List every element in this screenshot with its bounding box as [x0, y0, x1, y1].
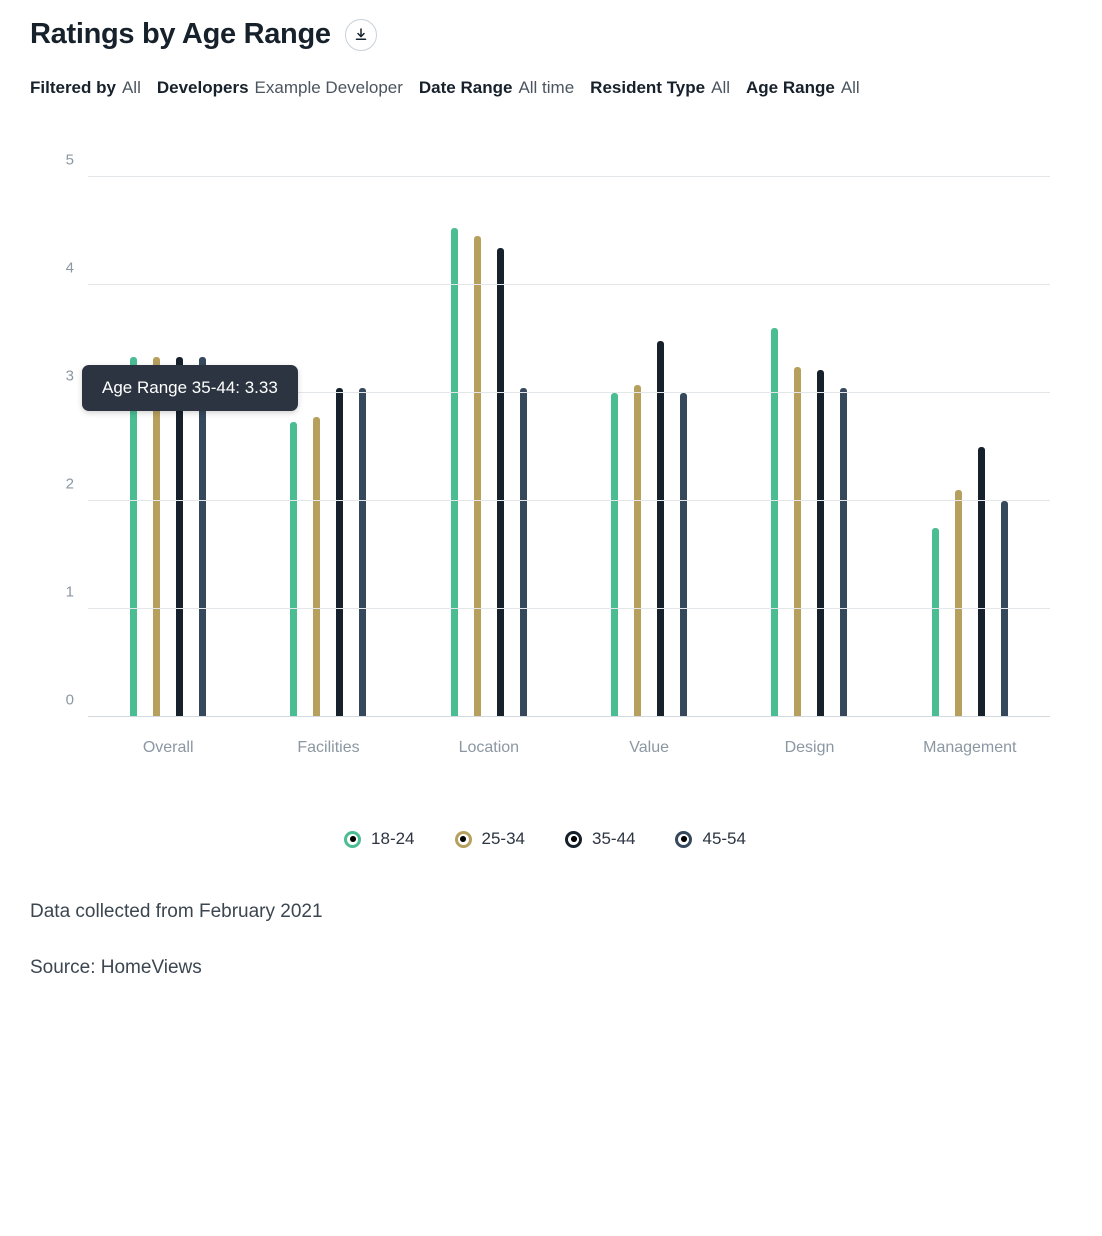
- chart-container: [0, 151, 1102, 849]
- x-axis-label: Management: [923, 739, 1017, 756]
- chart-tooltip: Age Range 35-44: 3.33: [82, 365, 298, 411]
- bar-group: [409, 177, 569, 756]
- bar[interactable]: [359, 388, 366, 717]
- data-collected-note: Data collected from February 2021: [30, 901, 323, 922]
- source-note: Source: HomeViews: [30, 957, 202, 978]
- bar-group: [248, 177, 408, 756]
- bar[interactable]: [153, 357, 160, 717]
- legend-marker-icon: [675, 831, 692, 848]
- legend-marker-center: [681, 836, 687, 842]
- filter-value: All: [121, 78, 141, 97]
- legend-marker-center: [350, 836, 356, 842]
- filter-resident-type: [590, 78, 730, 97]
- bar-groups: [88, 177, 1050, 756]
- bar[interactable]: [497, 248, 504, 717]
- legend-item-35-44[interactable]: [565, 829, 635, 849]
- bar-group: [729, 177, 889, 756]
- chart-legend: [30, 829, 1060, 849]
- download-icon[interactable]: [345, 19, 377, 51]
- bar-group: [890, 177, 1050, 756]
- bar[interactable]: [634, 385, 641, 717]
- legend-label: 25-34: [481, 829, 525, 848]
- page-title: Ratings by Age Range: [30, 18, 331, 50]
- bar-group: [569, 177, 729, 756]
- legend-item-25-34[interactable]: [455, 829, 525, 849]
- bar[interactable]: [451, 228, 458, 717]
- bar[interactable]: [313, 417, 320, 717]
- filter-label: Filtered by: [30, 78, 116, 97]
- x-axis-label: Overall: [142, 739, 194, 756]
- bar[interactable]: [932, 528, 939, 717]
- title-row: [30, 18, 1072, 51]
- bar[interactable]: [1001, 501, 1008, 717]
- gridline: [65, 691, 1050, 717]
- bar[interactable]: [130, 357, 137, 717]
- filter-label: Age Range: [746, 78, 835, 97]
- filter-value: All: [840, 78, 860, 97]
- legend-marker-icon: [565, 831, 582, 848]
- chart-footer: [0, 901, 1102, 979]
- bar[interactable]: [657, 341, 664, 717]
- filter-filtered-by: [30, 78, 141, 97]
- bar[interactable]: [176, 357, 183, 717]
- filter-label: Resident Type: [590, 78, 706, 97]
- y-axis-tick: 0: [65, 691, 74, 709]
- bar[interactable]: [336, 388, 343, 717]
- bar-group: [88, 177, 248, 756]
- gridline: [65, 259, 1050, 285]
- y-axis-tick: 3: [65, 367, 74, 385]
- x-axis-label: Location: [458, 739, 520, 756]
- legend-item-18-24[interactable]: [344, 829, 414, 849]
- bar[interactable]: [840, 388, 847, 717]
- bar[interactable]: [474, 236, 481, 717]
- legend-item-45-54[interactable]: [675, 829, 745, 849]
- filter-label: Date Range: [418, 78, 513, 97]
- filter-value: All time: [518, 78, 575, 97]
- gridline: [65, 151, 1050, 177]
- bar-chart: [30, 151, 1060, 777]
- bar[interactable]: [199, 357, 206, 717]
- filter-value: Example Developer: [254, 78, 403, 97]
- bar[interactable]: [817, 370, 824, 717]
- bar[interactable]: [771, 328, 778, 717]
- gridline: [65, 583, 1050, 609]
- legend-label: 18-24: [371, 829, 415, 848]
- bar[interactable]: [955, 490, 962, 717]
- legend-marker-icon: [344, 831, 361, 848]
- y-axis-tick: 2: [65, 475, 74, 493]
- y-axis-tick: 4: [65, 259, 74, 277]
- x-axis-label: Facilities: [297, 739, 360, 756]
- bar[interactable]: [978, 447, 985, 717]
- bar[interactable]: [290, 422, 297, 717]
- filter-value: All: [711, 78, 731, 97]
- bar[interactable]: [520, 388, 527, 717]
- filter-developers: [157, 78, 403, 97]
- x-axis-label: Value: [629, 739, 670, 756]
- chart-header: [0, 0, 1102, 105]
- filter-age-range: [746, 78, 860, 97]
- gridline: [65, 475, 1050, 501]
- bar[interactable]: [611, 393, 618, 717]
- legend-marker-center: [571, 836, 577, 842]
- legend-marker-center: [460, 836, 466, 842]
- bar[interactable]: [794, 367, 801, 717]
- filter-label: Developers: [156, 78, 249, 97]
- filter-date-range: [419, 78, 574, 97]
- y-axis-tick: 5: [65, 151, 74, 169]
- legend-label: 35-44: [592, 829, 636, 848]
- x-axis-label: Design: [784, 739, 835, 756]
- legend-label: 45-54: [702, 829, 746, 848]
- plot-area: [65, 151, 1050, 756]
- filter-summary: [30, 71, 1030, 105]
- y-axis-tick: 1: [65, 583, 74, 601]
- bar[interactable]: [680, 393, 687, 717]
- legend-marker-icon: [455, 831, 472, 848]
